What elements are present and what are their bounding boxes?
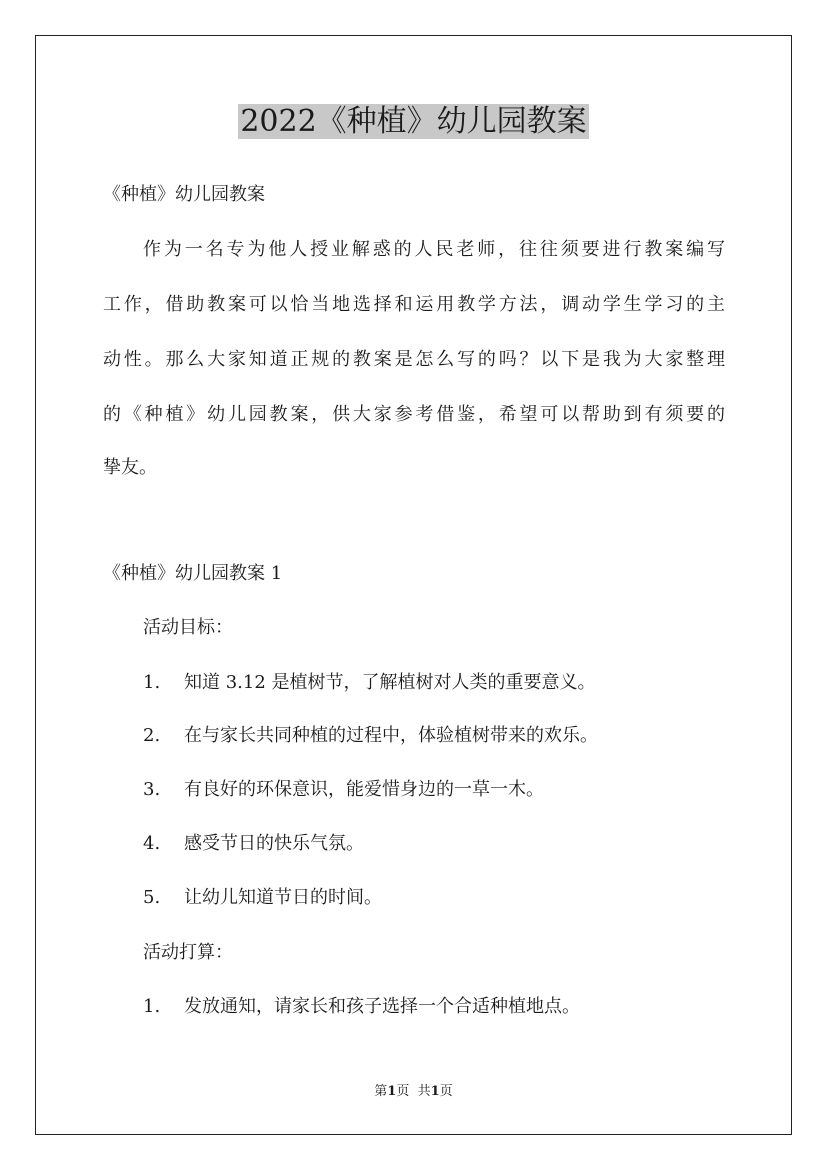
list-item-number: 3.: [143, 779, 161, 800]
list-item-text: 知道 3.12 是植树节，了解植树对人类的重要意义。: [184, 672, 596, 693]
intro-line-5: 挚友。: [103, 457, 157, 478]
document-subtitle: 《种植》幼儿园教案: [103, 184, 265, 205]
list-item-number: 4.: [143, 833, 161, 854]
list-item-text: 在与家长共同种植的过程中，体验植树带来的欢乐。: [184, 725, 598, 746]
intro-line-3: 动性。那么大家知道正规的教案是怎么写的吗？以下是我为大家整理: [103, 349, 725, 370]
list-item-number: 5.: [143, 887, 161, 908]
list-item-number: 1.: [143, 996, 161, 1017]
intro-line-4: 的《种植》幼儿园教案，供大家参考借鉴，希望可以帮助到有须要的: [103, 404, 725, 425]
list-item-text: 感受节日的快乐气氛。: [184, 833, 364, 854]
intro-line-2: 工作，借助教案可以恰当地选择和运用教学方法，调动学生学习的主: [103, 294, 725, 315]
footer-total-number: 1: [430, 1084, 440, 1099]
list-item-number: 2.: [143, 725, 161, 746]
footer-total-prefix: 共: [417, 1084, 431, 1099]
document-title: [0, 100, 827, 144]
document-title-text: 2022《种植》幼儿园教案: [240, 104, 587, 139]
footer-page-number: 1: [387, 1084, 397, 1099]
list-item-text: 发放通知，请家长和孩子选择一个合适种植地点。: [184, 996, 580, 1017]
footer-page-suffix: 页: [396, 1084, 410, 1099]
page-footer: [0, 1084, 827, 1100]
intro-line-1: 作为一名专为他人授业解惑的人民老师，往往须要进行教案编写: [143, 239, 725, 260]
list-item-text: 让幼儿知道节日的时间。: [184, 887, 382, 908]
footer-total-suffix: 页: [439, 1084, 453, 1099]
goals-heading: 活动目标：: [143, 617, 233, 638]
footer-page-prefix: 第: [374, 1084, 388, 1099]
list-item-number: 1.: [143, 672, 161, 693]
list-item-text: 有良好的环保意识，能爱惜身边的一草一木。: [184, 779, 544, 800]
section-heading: 《种植》幼儿园教案 1: [103, 563, 283, 584]
plan-heading: 活动打算：: [143, 942, 233, 963]
